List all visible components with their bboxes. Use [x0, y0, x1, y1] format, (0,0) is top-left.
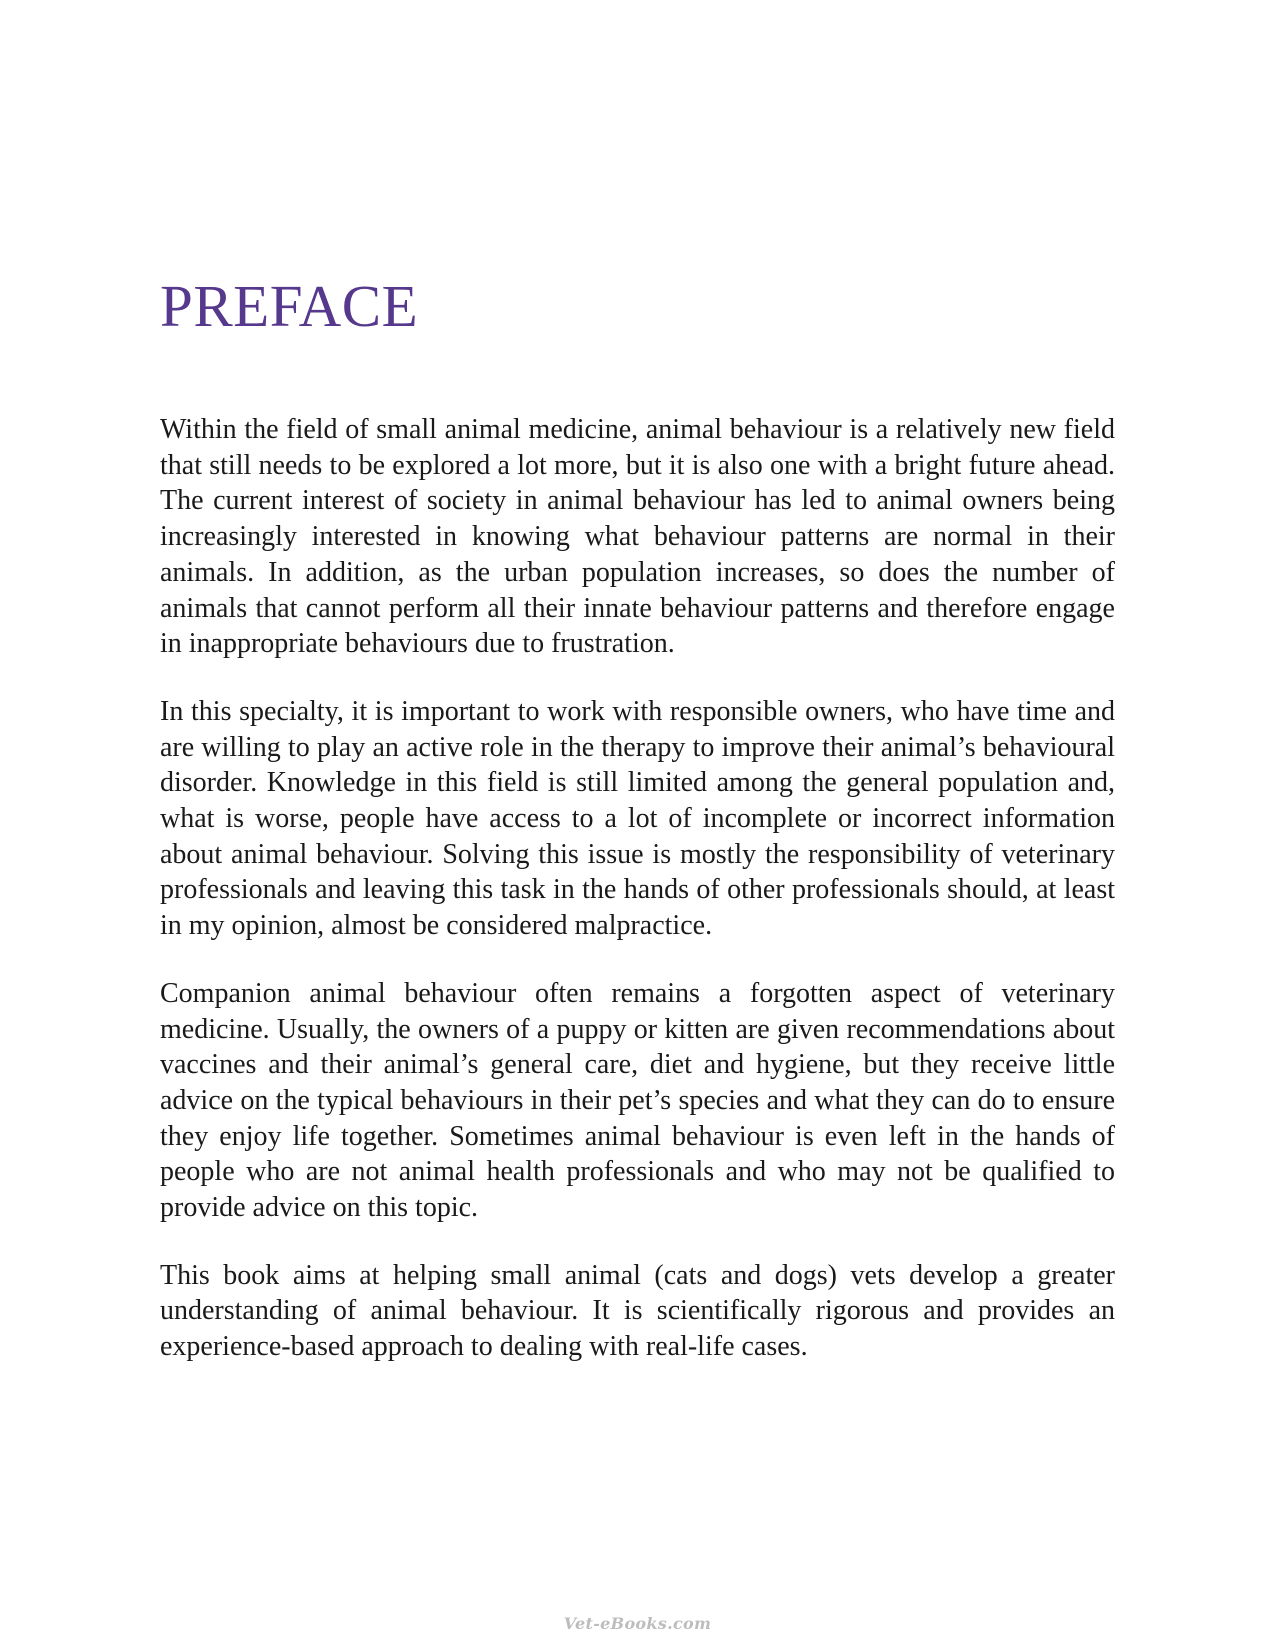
page-title: PREFACE — [160, 273, 419, 339]
preface-body — [160, 412, 1115, 1397]
watermark-logo — [0, 1614, 1275, 1633]
paragraph: Companion animal behaviour often remains a forgotten aspect of veterinary medicine. Usually, the owners of a puppy or kitten are given recommendations about vaccines and their animal’s general care, diet and hygiene, but they receive little advice on the typical behaviours in their pet’s species and what they can do to ensure they enjoy life together. Sometimes animal behaviour is even left in the hands of people who are not animal health professionals and who may not be qualified to provide advice on this topic. — [160, 977, 1115, 1224]
paragraph: In this specialty, it is important to work with responsible owners, who have time and are willing to play an active role in the therapy to improve their animal’s behavioural disorder. Knowledge in this field is still limited among the general population and, what is worse, people have access to a lot of incomplete or incorrect information about animal behaviour. Solving this issue is mostly the responsibility of veterinary professionals and leaving this task in the hands of other professionals should, at least in my opinion, almost be considered malpractice. — [160, 695, 1115, 942]
watermark-text: Vet-eBooks.com — [563, 1614, 712, 1633]
paragraph: Within the field of small animal medicine, animal behaviour is a relatively new field that still needs to be explored a lot more, but it is also one with a bright future ahead. The current interest of society in animal behaviour has led to animal owners being increasingly interested in knowing what behaviour patterns are normal in their animals. In addition, as the urban population increases, so does the number of animals that cannot perform all their innate behaviour patterns and therefore engage in inappropriate behaviours due to frustration. — [160, 414, 1115, 660]
paragraph: This book aims at helping small animal (cats and dogs) vets develop a greater understanding of animal behaviour. It is scientifically rigorous and provides an experience-based approach to dealing with real-life cases. — [160, 1259, 1115, 1363]
document-page — [160, 0, 1115, 1650]
